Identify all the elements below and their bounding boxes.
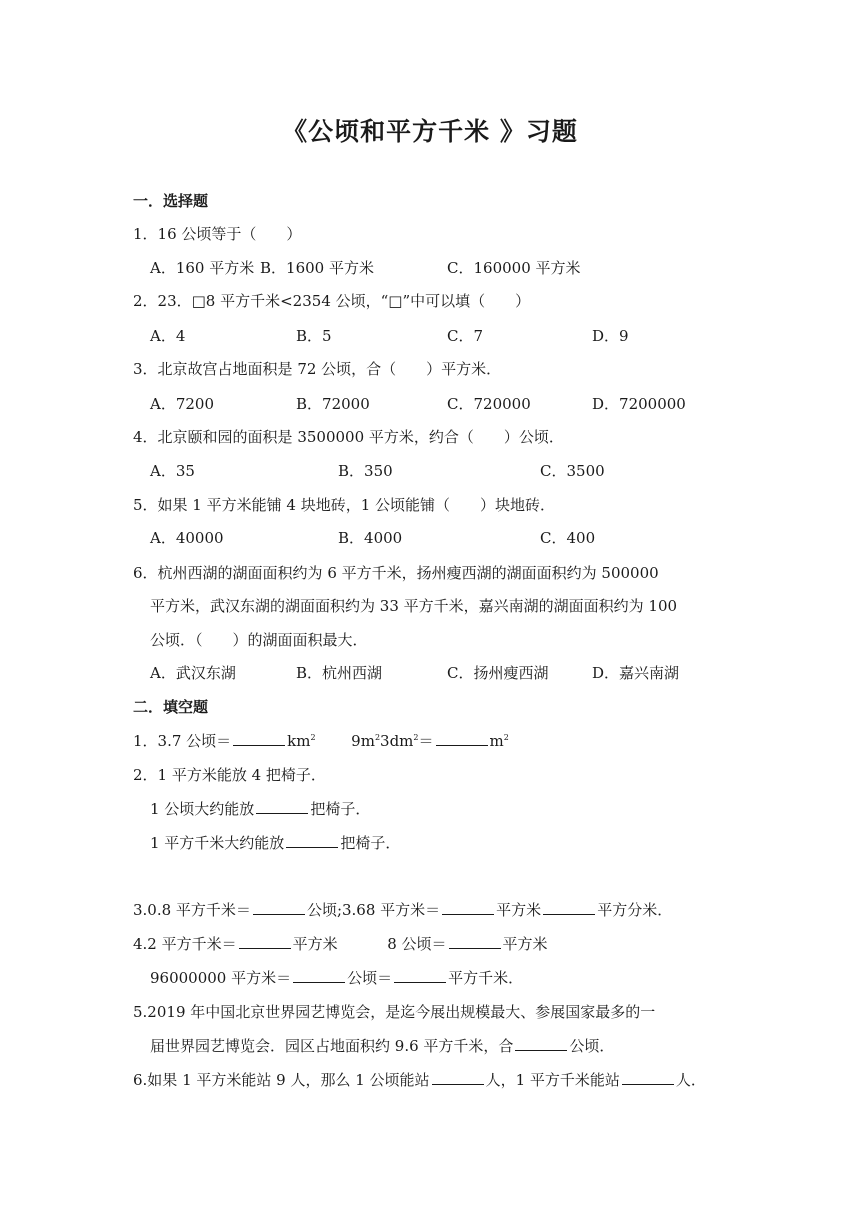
superscript: 2 — [503, 733, 509, 742]
superscript: 2 — [374, 733, 381, 742]
question-6-option-d: D．嘉兴南湖 — [592, 664, 680, 682]
answer-blank — [436, 731, 488, 746]
answer-blank — [286, 833, 338, 848]
answer-blank — [239, 934, 291, 949]
fill-q5-text: 届世界园艺博览会．园区占地面积约 9.6 平方千米，合 — [150, 1037, 514, 1055]
question-3-stem: 3．北京故宫占地面积是 72 公顷，合（ ）平方米． — [133, 360, 502, 378]
question-6-line-3: 公顷．（ ）的湖面面积最大． — [150, 631, 368, 649]
fill-q3-text: 平方分米． — [597, 901, 673, 919]
answer-blank — [515, 1036, 567, 1051]
fill-q1-unit-2: m — [489, 732, 504, 750]
fill-q4-text: 平方米 — [502, 935, 548, 953]
fill-question-3 — [133, 899, 672, 921]
fill-q1-text-2: 9m — [351, 732, 375, 750]
fill-q2-text: 把椅子． — [340, 834, 401, 852]
question-3-option-d: D．7200000 — [592, 395, 686, 413]
question-2-option-a: A．4 — [150, 327, 186, 345]
answer-blank — [543, 900, 595, 915]
answer-blank — [253, 900, 305, 915]
question-3-option-c: C．720000 — [447, 395, 531, 413]
question-1-option-b: B．1600 平方米 — [260, 259, 374, 277]
question-2-option-c: C．7 — [447, 327, 484, 345]
fill-q5-text: 公顷． — [569, 1037, 615, 1055]
section-header-choice: 一．选择题 — [133, 192, 209, 210]
fill-q4-text: 平方米 — [292, 935, 338, 953]
fill-q1-text-3: 3dm — [380, 732, 414, 750]
question-4-option-b: B．350 — [338, 462, 393, 480]
fill-question-6 — [133, 1069, 706, 1091]
question-1-stem: 1．16 公顷等于（ ） — [133, 225, 302, 243]
question-4-option-a: A．35 — [150, 462, 195, 480]
fill-question-5-line-1: 5.2019 年中国北京世界园艺博览会，是迄今展出规模最大、参展国家最多的一 — [133, 1003, 656, 1021]
fill-q6-text: 人． — [675, 1071, 706, 1089]
question-6-option-b: B．杭州西湖 — [296, 664, 383, 682]
fill-question-2-line-3 — [150, 832, 400, 854]
question-5-option-b: B．4000 — [338, 529, 403, 547]
fill-q1-unit-1: km — [287, 732, 311, 750]
question-1-option-a: A．160 平方米 — [150, 259, 255, 277]
question-4-option-c: C．3500 — [540, 462, 605, 480]
answer-blank — [449, 934, 501, 949]
fill-q1-text-1: 1．3.7 公顷＝ — [133, 732, 232, 750]
fill-q6-text: 人，1 平方千米能站 — [485, 1071, 620, 1089]
answer-blank — [622, 1070, 674, 1085]
answer-blank — [442, 900, 494, 915]
question-6-option-c: C．扬州瘦西湖 — [447, 664, 549, 682]
fill-q4-text: 平方千米． — [448, 969, 524, 987]
answer-blank — [394, 968, 446, 983]
question-2-option-b: B．5 — [296, 327, 332, 345]
answer-blank — [233, 731, 285, 746]
fill-q1-text-4: ＝ — [418, 732, 434, 750]
question-3-option-a: A．7200 — [150, 395, 215, 413]
fill-q3-text: 3.0.8 平方千米＝ — [133, 901, 251, 919]
page-title: 《公顷和平方千米 》习题 — [282, 117, 578, 146]
question-6-line-2: 平方米，武汉东湖的湖面面积约为 33 平方千米，嘉兴南湖的湖面面积约为 100 — [150, 597, 678, 615]
fill-question-4-line-2 — [150, 967, 523, 989]
fill-q2-text: 把椅子． — [310, 800, 371, 818]
question-1-option-c: C．160000 平方米 — [447, 259, 581, 277]
fill-q2-text: 1 公顷大约能放 — [150, 800, 255, 818]
answer-blank — [256, 799, 308, 814]
question-5-stem: 5．如果 1 平方米能铺 4 块地砖，1 公顷能铺（ ）块地砖． — [133, 496, 556, 514]
fill-question-2-line-2 — [150, 798, 370, 820]
question-4-stem: 4．北京颐和园的面积是 3500000 平方米，约合（ ）公顷． — [133, 428, 564, 446]
answer-blank — [432, 1070, 484, 1085]
question-5-option-a: A．40000 — [150, 529, 224, 547]
question-2-option-d: D．9 — [592, 327, 629, 345]
superscript: 2 — [413, 733, 419, 742]
superscript: 2 — [310, 733, 316, 742]
question-3-option-b: B．72000 — [296, 395, 370, 413]
fill-q3-text: 平方米 — [496, 901, 542, 919]
fill-q3-text: 公顷;3.68 平方米＝ — [306, 901, 441, 919]
fill-question-2-line-1: 2．1 平方米能放 4 把椅子． — [133, 766, 326, 784]
fill-q6-text: 6.如果 1 平方米能站 9 人，那么 1 公顷能站 — [133, 1071, 430, 1089]
fill-q4-text: 公顷＝ — [347, 969, 393, 987]
fill-q4-text: 4.2 平方千米＝ — [133, 935, 237, 953]
fill-q4-text: 8 公顷＝ — [387, 935, 447, 953]
fill-question-1 — [133, 730, 509, 752]
question-6-option-a: A．武汉东湖 — [150, 664, 236, 682]
fill-q4-text: 96000000 平方米＝ — [150, 969, 292, 987]
fill-q2-text: 1 平方千米大约能放 — [150, 834, 285, 852]
fill-question-4-line-1 — [133, 933, 548, 955]
question-2-stem: 2．23．□8 平方千米<2354 公顷，“□”中可以填（ ） — [133, 292, 531, 310]
section-header-fill: 二．填空题 — [133, 698, 209, 716]
fill-question-5-line-2 — [150, 1035, 614, 1057]
question-6-line-1: 6．杭州西湖的湖面面积约为 6 平方千米，扬州瘦西湖的湖面面积约为 500000 — [133, 564, 659, 582]
question-5-option-c: C．400 — [540, 529, 596, 547]
answer-blank — [293, 968, 345, 983]
